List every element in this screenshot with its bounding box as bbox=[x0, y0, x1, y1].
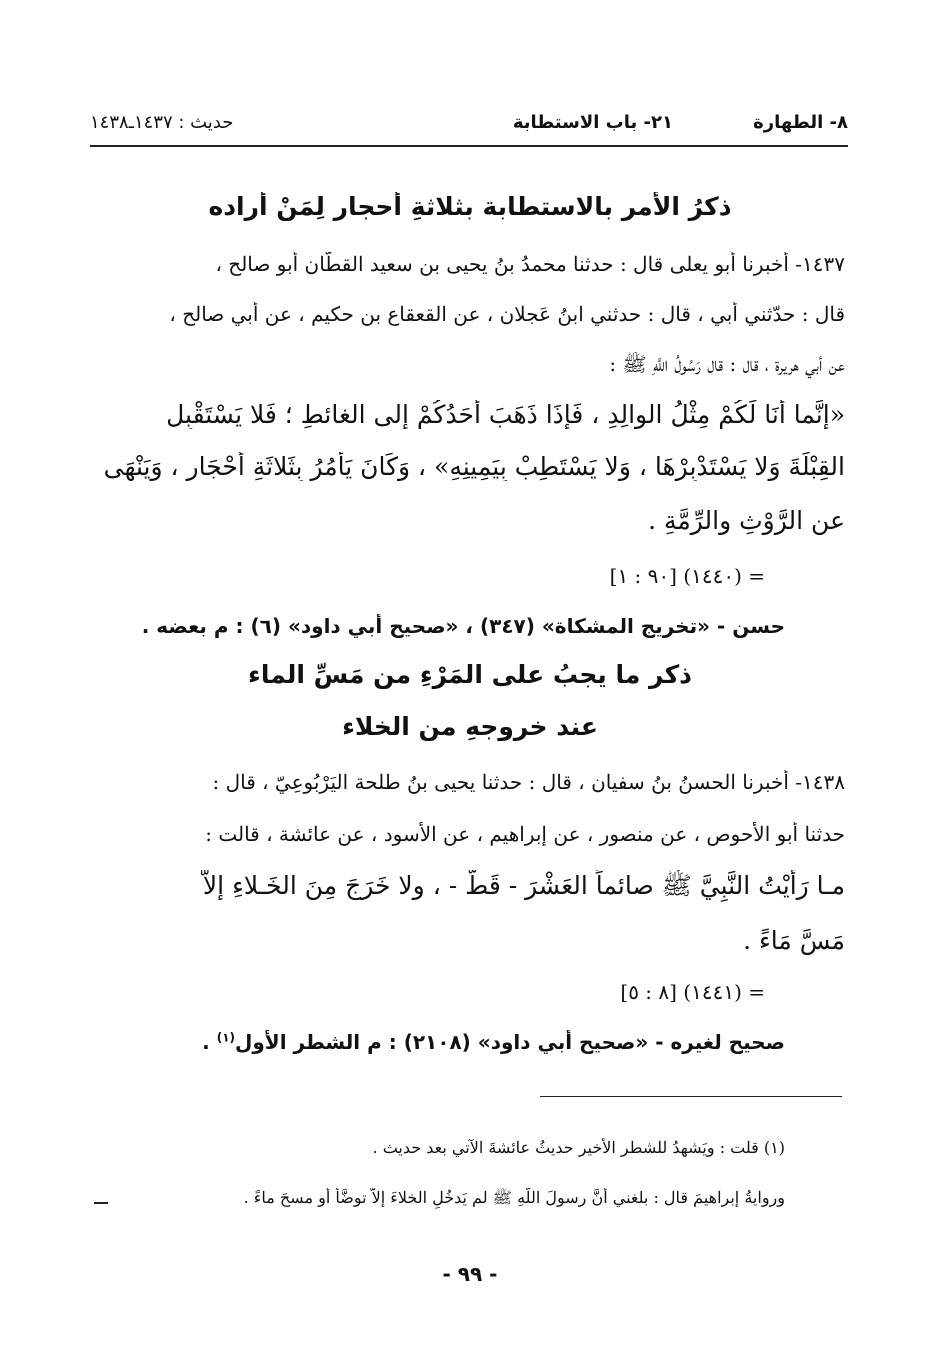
section-2-heading-line-2: عند خروجهِ من الخلاء bbox=[342, 712, 598, 741]
section-2-heading-line-1: ذكر ما يجبُ على المَرْءِ من مَسِّ الماء bbox=[248, 660, 692, 689]
matn-2-line-2: مَسَّ مَاءً . bbox=[743, 926, 845, 955]
grading-2-text: صحيح لغيره - «صحيح أبي داود» (٢١٠٨) : م الشطر الأول bbox=[235, 1030, 785, 1054]
hadith-range: حديث : ١٤٣٧ـ١٤٣٨ bbox=[90, 112, 234, 133]
footnote-1: (١) قلت : ويَشهدُ للشطرِ الأخيرِ حديثُ عائشةَ الآتي بعد حديث . bbox=[372, 1138, 785, 1157]
footnote-rule bbox=[540, 1096, 842, 1097]
matn-1-line-2: القِبْلَةَ وَلا يَسْتَدْبِرْهَا ، وَلا يَسْتَطِبْ بِيَمِينِهِ» ، وَكَانَ يَأْمُرُ بِثَلاثَةِ أَحْجَارٍ ، وَيَنْهَى bbox=[103, 452, 845, 481]
isnad-2-line-1: ١٤٣٨- أخبرنا الحسنُ بنُ سفيان ، قال : حدثنا يحيى بنُ طلحة اليَرْبُوعِيّ ، قال : bbox=[212, 770, 845, 794]
grading-2-end: . bbox=[202, 1030, 217, 1054]
cross-reference-2: = (١٤٤١) [٨ : ٥] bbox=[620, 980, 765, 1004]
header-rule bbox=[90, 145, 848, 147]
continuation-dash bbox=[94, 1202, 108, 1204]
matn-1-line-1: «إنَّما أَنَا لَكُمْ مِثْلُ الوالِدِ ، فَإذَا ذَهَبَ أَحَدُكُمْ إلى الغائطِ ؛ فَلا يَسْتَقْبِلِ bbox=[166, 400, 845, 429]
grading-1: حسن - «تخريج المشكاة» (٣٤٧) ، «صحيح أبي داود» (٦) : م بعضه . bbox=[141, 614, 785, 638]
footnote-1-continued: وروايةُ إبراهيمَ قال : بلغني أنَّ رسولَ اللَّهِ ﷺ لم يَدخُلِ الخلاءَ إلاَّ توضَّأ أو مسحَ ماءً . bbox=[243, 1188, 785, 1207]
isnad-1-line-3: عن أبي هريرة ، قال : قال رَسُولُ اللَّهِ ﷺ : bbox=[609, 352, 845, 376]
section-title: ٢١- باب الاستطابة bbox=[512, 112, 673, 133]
isnad-2-line-2: حدثنا أبو الأحوص ، عن منصور ، عن إبراهيم ، عن الأسود ، عن عائشة ، قالت : bbox=[205, 822, 845, 846]
isnad-1-line-1: ١٤٣٧- أخبرنا أبو يعلى قال : حدثنا محمدُ بنُ يحيى بن سعيد القطّان أبو صالح ، bbox=[215, 252, 845, 276]
matn-2-line-1: مـا رَأَيْتُ النَّبِيَّ ﷺ صائماً العَشْرَ - قَطُّ - ، ولا خَرَجَ مِنَ الخَـلاءِ إلاَّ bbox=[202, 871, 845, 900]
grading-2 bbox=[80, 1030, 845, 1054]
section-1-heading: ذكرُ الأمرِ بالاستطابة بثلاثةِ أحجارٍ لِمَنْ أراده bbox=[208, 192, 732, 221]
page-number: - ٩٩ - bbox=[442, 1262, 498, 1286]
isnad-1-line-2: قال : حدّثني أبي ، قال : حدثني ابنُ عَجلان ، عن القعقاعِ بنِ حكيم ، عن أبي صالح ، bbox=[169, 302, 845, 326]
chapter-title: ٨- الطهارة bbox=[753, 112, 848, 133]
matn-1-line-3: عن الرَّوْثِ والرِّمَّةِ . bbox=[648, 506, 845, 535]
footnote-marker: (١) bbox=[216, 1030, 236, 1045]
cross-reference-1: = (١٤٤٠) [٩٠ : ١] bbox=[609, 564, 765, 588]
running-header bbox=[90, 106, 848, 140]
